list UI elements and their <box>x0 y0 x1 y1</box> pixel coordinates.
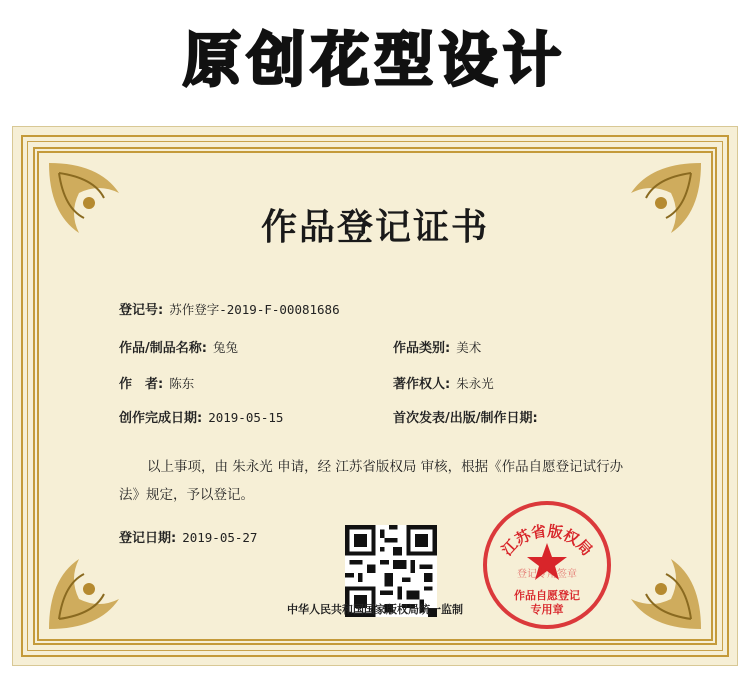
first-publish-date <box>393 407 544 426</box>
copyright-owner-label: 著作权人: <box>393 377 451 392</box>
creation-date <box>119 407 283 426</box>
statement-paragraph: 以上事项，由 朱永光 申请，经 江苏省版权局 审核，根据《作品自愿登记试行办法》规定，予以登记。 <box>119 459 624 503</box>
registration-no-label: 登记号: <box>119 303 164 318</box>
creation-date-value: 2019-05-15 <box>208 410 284 425</box>
banner-title: 原创花型设计 <box>182 26 567 94</box>
copyright-owner-value: 朱永光 <box>456 376 494 391</box>
seal-top-text: 江苏省版权局 <box>498 521 596 560</box>
certificate <box>12 126 738 666</box>
registration-date <box>119 527 257 546</box>
registration-no-value: 苏作登字-2019-F-00081686 <box>169 302 340 317</box>
creation-date-label: 创作完成日期: <box>119 411 203 426</box>
work-name <box>119 337 238 356</box>
copyright-owner <box>393 373 494 392</box>
work-category <box>393 337 481 356</box>
author-label: 作 者: <box>119 377 164 392</box>
registration-date-label: 登记日期: <box>119 531 177 546</box>
seal-line1: 作品自愿登记 <box>514 589 580 602</box>
work-category-label: 作品类别: <box>393 341 451 356</box>
work-name-value: 兔兔 <box>212 340 238 355</box>
registration-no <box>119 299 340 318</box>
author <box>119 373 194 392</box>
certificate-title: 作品登记证书 <box>260 206 489 248</box>
author-value: 陈东 <box>169 376 195 391</box>
issuer-note: 中华人民共和国国家版权局统一监制 <box>287 603 463 616</box>
seal-line2: 专用章 <box>530 603 564 616</box>
work-category-value: 美术 <box>456 340 482 355</box>
first-publish-date-label: 首次发表/出版/制作日期: <box>393 411 538 426</box>
work-name-label: 作品/制品名称: <box>119 341 207 356</box>
seal-middle-text: 登记专用签章 <box>517 569 577 580</box>
banner <box>0 0 750 110</box>
registration-date-value: 2019-05-27 <box>182 530 258 545</box>
